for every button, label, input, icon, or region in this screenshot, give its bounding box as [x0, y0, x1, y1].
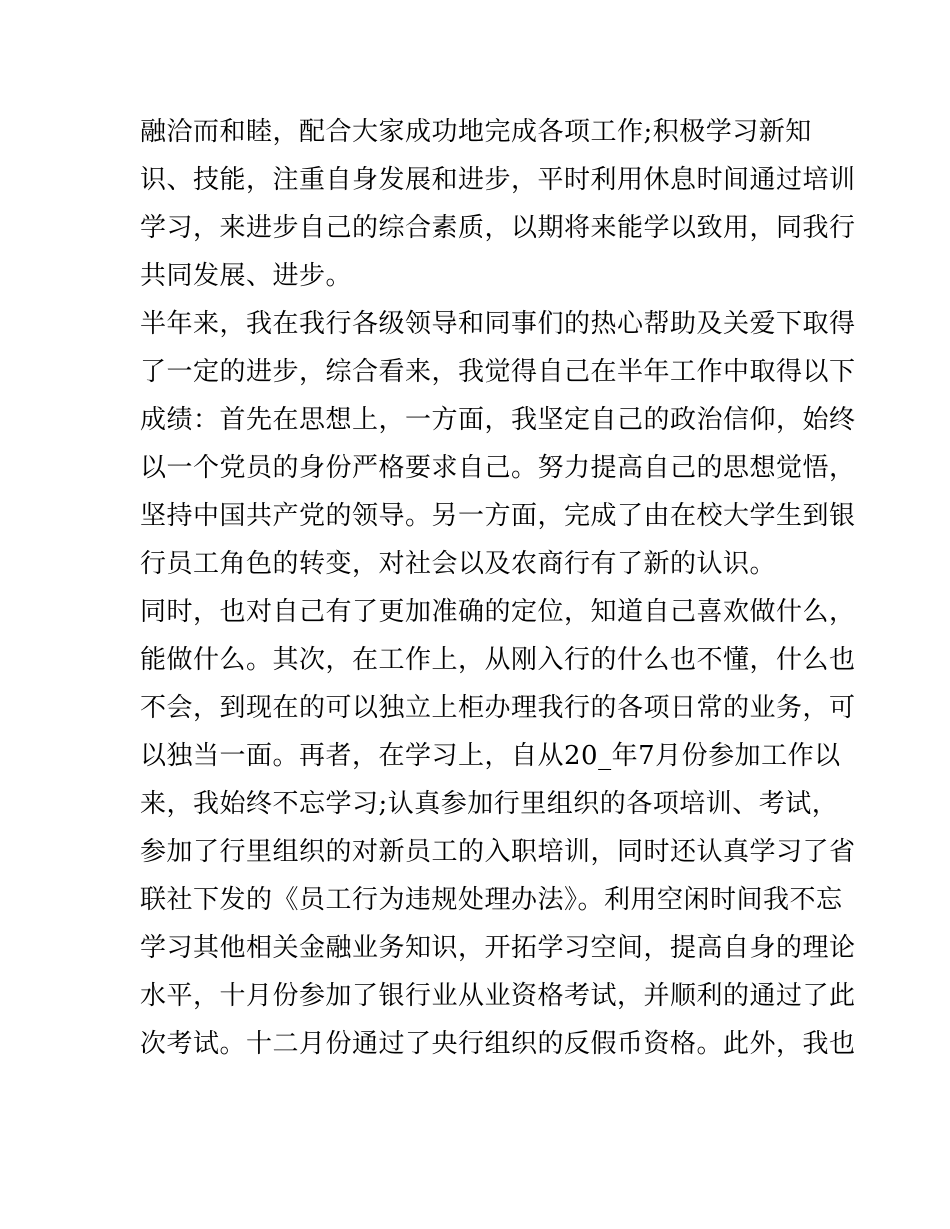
text-line: 坚持中国共产党的领导。另一方面，完成了由在校大学生到银: [140, 501, 856, 531]
text-line: 了一定的进步，综合看来，我觉得自己在半年工作中取得以下: [140, 357, 856, 387]
text-line: 以独当一面。再者，在学习上，自从20_年7月份参加工作以: [140, 741, 841, 771]
text-line: 来，我始终不忘学习;认真参加行里组织的各项培训、考试，: [140, 789, 839, 819]
text-line: 同时，也对自己有了更加准确的定位，知道自己喜欢做什么，: [140, 597, 856, 627]
text-line: 融洽而和睦，配合大家成功地完成各项工作;积极学习新知: [140, 117, 812, 147]
text-line: 次考试。十二月份通过了央行组织的反假币资格。此外，我也: [140, 1029, 856, 1059]
text-line: 成绩：首先在思想上，一方面，我坚定自己的政治信仰，始终: [140, 405, 856, 435]
text-line: 共同发展、进步。: [140, 261, 353, 291]
text-line: 不会，到现在的可以独立上柜办理我行的各项日常的业务，可: [140, 693, 856, 723]
text-line: 半年来，我在我行各级领导和同事们的热心帮助及关爱下取得: [140, 309, 856, 339]
text-line: 联社下发的《员工行为违规处理办法》。利用空闲时间我不忘: [140, 885, 843, 915]
text-line: 学习其他相关金融业务知识，开拓学习空间，提高自身的理论: [140, 933, 856, 963]
text-line: 行员工角色的转变，对社会以及农商行有了新的认识。: [140, 549, 777, 579]
text-line: 学习，来进步自己的综合素质，以期将来能学以致用，同我行: [140, 213, 856, 243]
text-line: 能做什么。其次，在工作上，从刚入行的什么也不懂，什么也: [140, 645, 856, 675]
text-line: 以一个党员的身份严格要求自己。努力提高自己的思想觉悟，: [140, 453, 856, 483]
text-line: 识、技能，注重自身发展和进步，平时利用休息时间通过培训: [140, 165, 856, 195]
body-text: [140, 108, 856, 1068]
text-line: 水平，十月份参加了银行业从业资格考试，并顺利的通过了此: [140, 981, 856, 1011]
text-line: 参加了行里组织的对新员工的入职培训，同时还认真学习了省: [140, 837, 856, 867]
